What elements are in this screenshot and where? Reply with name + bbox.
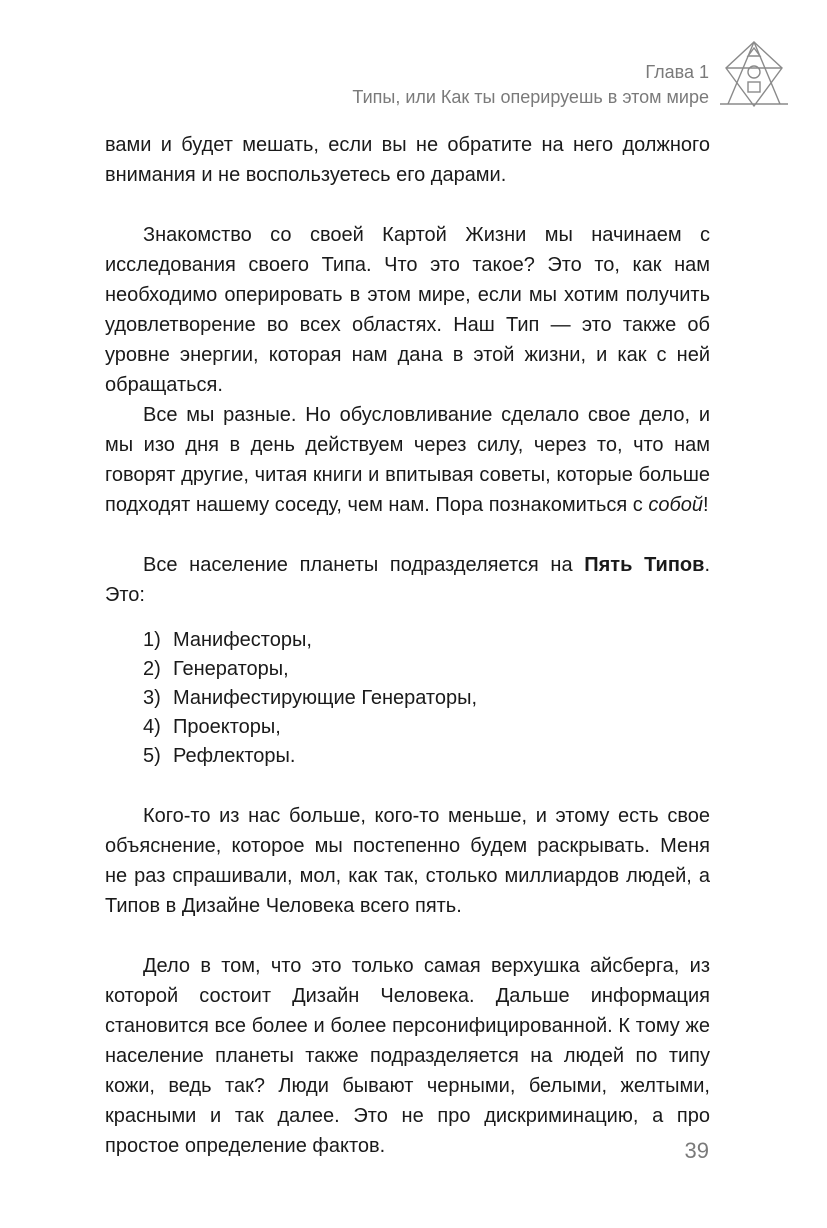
paragraph-text: Все мы разные. Но обусловливание сделало свое дело, и мы изо дня в день действуем через силу, через то, что нам говорят другие, читая книги и впитывая советы, которые больше подходят нашему соседу, чем нам. Пора познакомиться с: [105, 404, 710, 516]
chapter-label: Глава 1: [645, 62, 709, 82]
list-label: Рефлекторы.: [173, 745, 296, 767]
bodygraph-emblem-icon: [718, 38, 790, 110]
list-label: Манифесторы,: [173, 629, 312, 651]
list-number: 3): [143, 687, 161, 709]
types-list: [105, 626, 710, 771]
page-body: [105, 130, 710, 1161]
list-number: 4): [143, 716, 161, 738]
list-label: Манифестирующие Генераторы,: [173, 687, 478, 709]
list-label: Генераторы,: [173, 658, 289, 680]
page-number: 39: [684, 1138, 709, 1163]
list-item: [143, 626, 710, 655]
list-item: [143, 713, 710, 742]
list-item: [143, 655, 710, 684]
paragraph: [105, 400, 710, 520]
paragraph: [105, 550, 710, 610]
list-number: 1): [143, 629, 161, 651]
paragraph-text: !: [702, 494, 709, 516]
paragraph: Дело в том, что это только самая верхушка айсберга, из которой состоит Дизайн Человека. Дальше информация становится все более и более персонифицированной. К тому же население планеты также подразделяется на людей по типу кожи, ведь так? Люди бывают черными, белыми, желтыми, красными и так далее. Это не про дискриминацию, а про простое определение фактов.: [105, 955, 710, 1157]
paragraph: вами и будет мешать, если вы не обратите на него должного внимания и не воспользуетесь его дарами.: [105, 134, 710, 186]
chapter-title: Типы, или Как ты оперируешь в этом мире: [352, 87, 709, 107]
running-header: [189, 60, 709, 110]
emphasis-text: собой: [648, 494, 703, 516]
list-item: [143, 742, 710, 771]
list-label: Проекторы,: [173, 716, 281, 738]
list-number: 2): [143, 658, 161, 680]
list-item: [143, 684, 710, 713]
paragraph: Кого-то из нас больше, кого-то меньше, и этому есть свое объяснение, которое мы постепенно будем раскрывать. Меня не раз спрашивали, мол, как так, столько миллиардов людей, а Типов в Дизайне Человека всего пять.: [105, 805, 710, 917]
paragraph: Знакомство со своей Картой Жизни мы начинаем с исследования своего Типа. Что это такое? Это то, как нам необходимо оперировать в этом мире, если мы хотим получить удовлетворение во всех областях. Наш Тип — это также об уровне энергии, которая нам дана в этой жизни, и как с ней обращаться.: [105, 224, 710, 396]
list-number: 5): [143, 745, 161, 767]
paragraph-text: Все население планеты подразделяется на: [143, 554, 585, 576]
paragraph-text: . Это:: [105, 554, 710, 606]
bold-text: Пять Типов: [584, 554, 705, 576]
